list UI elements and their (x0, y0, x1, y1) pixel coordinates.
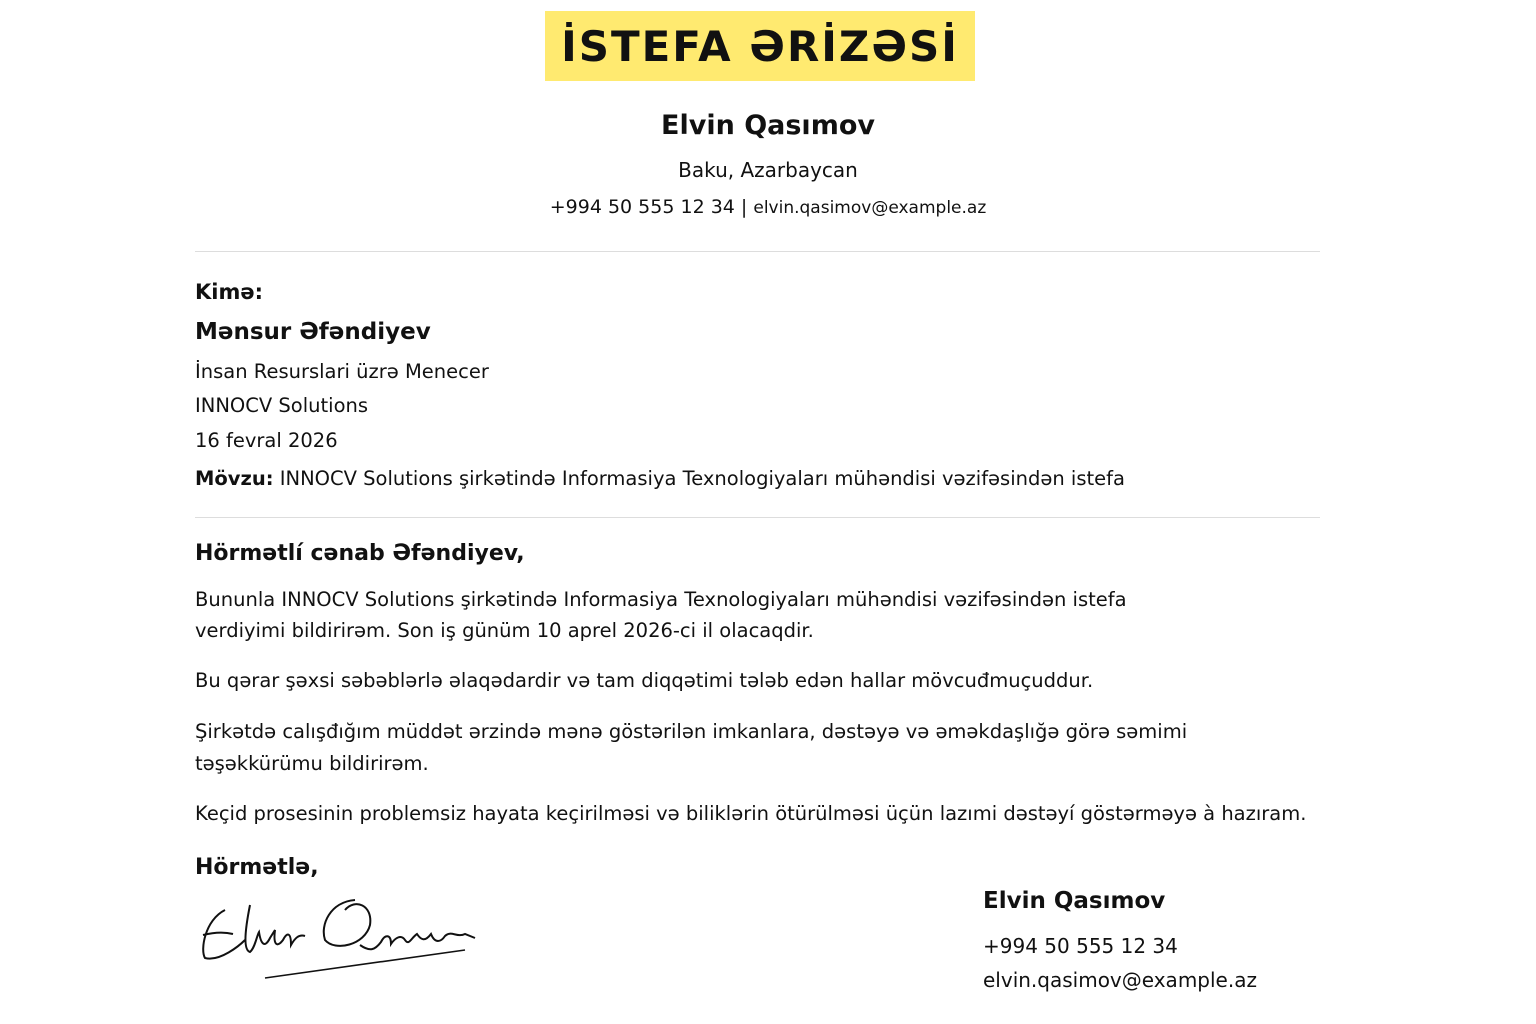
sender-email: elvin.qasimov@example.az (753, 198, 987, 218)
footer-phone: +994 50 555 12 34 (983, 934, 1178, 958)
recipient-company: INNOCV Solutions (195, 394, 369, 417)
paragraph-line: Bununla INNOCV Solutions şirkətində Informasiya Texnologiyaları mühəndisi vəzifəsindən istefa (195, 588, 1127, 611)
footer-name: Elvin Qasımov (983, 888, 1166, 914)
divider (195, 251, 1320, 252)
greeting: Hörmətlí cənab Əfəndiyev, (195, 541, 525, 566)
divider (195, 517, 1320, 518)
paragraph-line: verdiyimi bildirirəm. Son iş günüm 10 aprel 2026-ci il olacaqdir. (195, 619, 814, 642)
subject-text: INNOCV Solutions şirkətində Informasiya Texnologiyaları mühəndisi vəzifəsindən istefa (279, 467, 1125, 490)
separator: | (740, 196, 748, 218)
closing: Hörmətlə, (195, 855, 319, 880)
paragraph-line: Şirkətdə calışđığım müddət ərzində mənə göstərilən imkanlara, dəstəyə və əməkdaşlığə görə səmimi (195, 720, 1188, 743)
signature-image (195, 890, 485, 985)
recipient-position: İnsan Resurslari üzrə Menecer (195, 360, 489, 383)
letter-date: 16 fevral 2026 (195, 429, 338, 452)
paragraph-line: Bu qərar şəxsi səbəblərlə əlaqədardir və tam diqqətimi tələb edən hallar mövcuđmuçuddur. (195, 669, 1094, 692)
sender-name: Elvin Qasımov (661, 110, 875, 141)
sender-city: Baku, Azarbaycan (678, 158, 858, 182)
paragraph-line: təşəkkürümu bildirirəm. (195, 752, 429, 775)
subject-label: Mövzu: (195, 467, 274, 490)
footer-email: elvin.qasimov@example.az (983, 968, 1257, 992)
sender-contact (0, 196, 1536, 218)
recipient-name: Mənsur Əfəndiyev (195, 319, 431, 345)
document-title: İSTEFA ƏRİZƏSİ (545, 11, 975, 81)
paragraph-line: Keçid prosesinin problemsiz hayata keçirilməsi və biliklərin ötürülməsi üçün lazımi dəstəyí göstərməyə à hazıram. (195, 802, 1307, 825)
recipient-label: Kimə: (195, 280, 263, 304)
subject-line (195, 467, 1125, 490)
sender-phone: +994 50 555 12 34 (549, 196, 735, 218)
